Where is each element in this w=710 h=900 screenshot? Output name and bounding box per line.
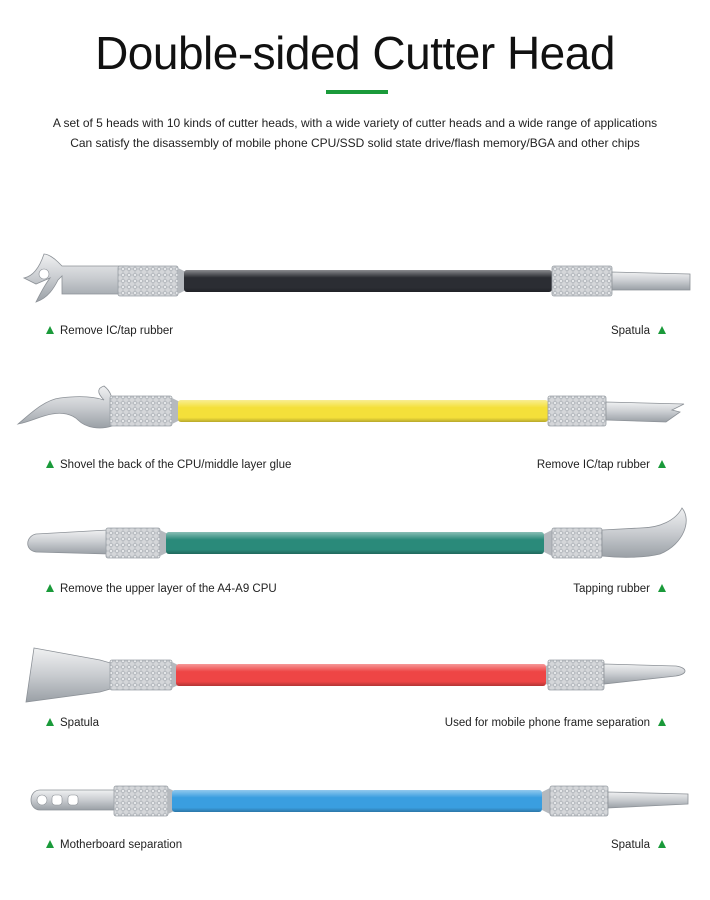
tool-1 bbox=[0, 236, 710, 346]
triangle-bullet-icon bbox=[658, 460, 666, 468]
tool-2-illustration bbox=[0, 370, 710, 440]
triangle-bullet-icon bbox=[46, 326, 54, 334]
tool-3-right-caption: Tapping rubber bbox=[573, 582, 666, 596]
tool-2-right-caption: Remove IC/tap rubber bbox=[537, 458, 666, 472]
triangle-bullet-icon bbox=[658, 840, 666, 848]
tool-3-illustration bbox=[0, 500, 710, 570]
page-title: Double-sided Cutter Head bbox=[95, 27, 615, 79]
tool-1-left-caption: Remove IC/tap rubber bbox=[46, 324, 173, 338]
triangle-bullet-icon bbox=[658, 326, 666, 334]
tool-2 bbox=[0, 370, 710, 480]
triangle-bullet-icon bbox=[46, 718, 54, 726]
tool-5-illustration bbox=[0, 770, 710, 840]
tool-4-left-caption: Spatula bbox=[46, 716, 99, 730]
tool-4-illustration bbox=[0, 640, 710, 710]
tool-5-left-caption: Motherboard separation bbox=[46, 838, 182, 852]
subtitle-line-2: Can satisfy the disassembly of mobile phone CPU/SSD solid state drive/flash memory/BGA and other chips bbox=[70, 136, 640, 150]
tool-2-left-caption: Shovel the back of the CPU/middle layer glue bbox=[46, 458, 291, 472]
triangle-bullet-icon bbox=[658, 718, 666, 726]
triangle-bullet-icon bbox=[46, 460, 54, 468]
triangle-bullet-icon bbox=[46, 840, 54, 848]
tool-4 bbox=[0, 640, 710, 750]
triangle-bullet-icon bbox=[46, 584, 54, 592]
title-accent-bar bbox=[326, 90, 388, 94]
triangle-bullet-icon bbox=[658, 584, 666, 592]
tool-1-right-caption: Spatula bbox=[611, 324, 666, 338]
subtitle-line-1: A set of 5 heads with 10 kinds of cutter heads, with a wide variety of cutter heads and a wide range of applications bbox=[52, 116, 658, 130]
tool-5 bbox=[0, 770, 710, 880]
tool-4-right-caption: Used for mobile phone frame separation bbox=[445, 716, 666, 730]
tool-3 bbox=[0, 500, 710, 610]
tool-5-right-caption: Spatula bbox=[611, 838, 666, 852]
tool-1-illustration bbox=[0, 236, 710, 306]
tool-3-left-caption: Remove the upper layer of the A4-A9 CPU bbox=[46, 582, 277, 596]
